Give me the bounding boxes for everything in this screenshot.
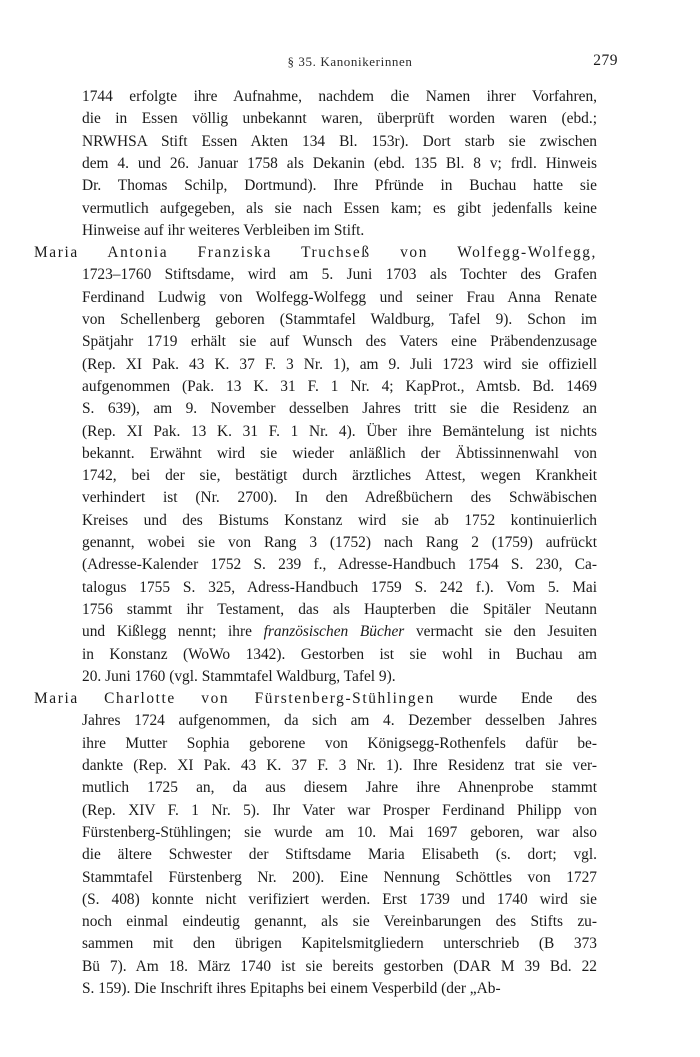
text-segment: S. 159). Die Inschrift ihres Epitaphs bei einem Vesperbild (der „Ab- [82, 980, 501, 997]
text-segment: dankte (Rep. XI Pak. 43 K. 37 F. 3 Nr. 1). Ihre Residenz trat sie ver- [82, 757, 597, 774]
text-segment: Stammtafel Fürstenberg Nr. 200). Eine Nennung Schöttles von 1727 [82, 868, 597, 886]
text-line [82, 264, 597, 286]
page-number: 279 [593, 52, 618, 69]
text-line [82, 287, 597, 309]
text-line [82, 644, 597, 666]
text-segment: die ältere Schwester der Stiftsdame Maria Elisabeth (s. dort; vgl. [82, 846, 597, 864]
text-line [82, 198, 597, 220]
text-segment: vermutlich aufgegeben, als sie nach Essen kam; es gibt jedenfalls keine [82, 199, 597, 217]
text-segment: genannt, wobei sie von Rang 3 (1752) nach Rang 2 (1759) aufrückt [82, 534, 597, 551]
section-title: § 35. Kanonikerinnen [287, 54, 413, 69]
text-line [82, 822, 597, 844]
text-line [82, 867, 597, 889]
text-line [82, 800, 597, 822]
text-segment: Hinweise auf ihr weiteres Verbleiben im Stift. [82, 221, 365, 239]
text-line [82, 153, 597, 175]
text-segment: Kreises und des Bistums Konstanz wird sie ab 1752 kontinuierlich [82, 511, 597, 529]
text-line [82, 309, 597, 331]
text-line [82, 398, 597, 420]
entry-name: Maria Charlotte von Fürstenberg-Stühlingen [34, 690, 435, 708]
text-line [82, 710, 597, 732]
text-segment: 20. Juni 1760 (vgl. Stammtafel Waldburg, Tafel 9). [82, 667, 396, 685]
text-line [82, 465, 597, 487]
text-line [82, 933, 597, 955]
text-segment: von Schellenberg geboren (Stammtafel Waldburg, Tafel 9). Schon im [82, 311, 597, 328]
entry-heading-line [34, 242, 597, 264]
text-segment: Fürstenberg-Stühlingen; sie wurde am 10. Mai 1697 geboren, war also [82, 823, 597, 841]
text-line [82, 956, 597, 978]
text-segment: 1723–1760 Stiftsdame, wird am 5. Juni 1703 als Tochter des Grafen [82, 266, 597, 284]
text-line [82, 666, 597, 688]
text-line [82, 510, 597, 532]
text-segment: noch einmal eindeutig genannt, als sie Vereinbarungen des Stifts zu- [82, 913, 597, 931]
text-line [82, 175, 597, 197]
text-segment: verhindert ist (Nr. 2700). In den Adreßbüchern des Schwäbischen [82, 489, 597, 507]
text-segment: ihre Mutter Sophia geborene von Königsegg-Rothenfels dafür be- [82, 734, 597, 752]
text-line [82, 554, 597, 576]
text-line [82, 487, 597, 509]
text-segment: talogus 1755 S. 325, Adress-Handbuch 1759 S. 242 f.). Vom 5. Mai [82, 578, 597, 596]
text-segment: Spätjahr 1719 erhält sie auf Wunsch des Vaters eine Präbendenzusage [82, 333, 597, 351]
text-segment: 1756 stammt ihr Testament, das als Haupterben die Spitäler Neutann [82, 600, 597, 618]
italic-title: französischen Bücher [263, 623, 405, 641]
text-segment: Dr. Thomas Schilp, Dortmund). Ihre Pfründe in Buchau hatte sie [82, 177, 597, 195]
text-line [82, 354, 597, 376]
text-line [82, 599, 597, 621]
entry-heading-line [34, 688, 597, 710]
entry-heading-text: wurde Ende des [434, 690, 597, 708]
text-segment: aufgenommen (Pak. 13 K. 31 F. 1 Nr. 4; KapProt., Amtsb. Bd. 1469 [82, 377, 597, 395]
text-segment: bekannt. Erwähnt wird sie wieder anläßlich der Äbtissinnenwahl von [82, 444, 597, 462]
text-segment: 1744 erfolgte ihre Aufnahme, nachdem die Namen ihrer Vorfahren, [82, 88, 597, 105]
text-line [82, 978, 597, 1000]
text-segment: (Adresse-Kalender 1752 S. 239 f., Adresse-Handbuch 1754 S. 230, Ca- [82, 556, 597, 574]
text-segment: sammen mit den übrigen Kapitelsmitgliedern unterschrieb (B 373 [82, 935, 597, 953]
text-line [82, 532, 597, 554]
text-segment: (S. 408) konnte nicht verifiziert werden. Erst 1739 und 1740 wird sie [82, 890, 597, 908]
text-segment: (Rep. XI Pak. 43 K. 37 F. 3 Nr. 1), am 9. Juli 1723 wird sie offiziell [82, 355, 597, 373]
text-line [82, 621, 597, 643]
text-line [82, 733, 597, 755]
text-segment: Jahres 1724 aufgenommen, da sich am 4. Dezember desselben Jahres [82, 712, 597, 730]
text-line [82, 131, 597, 153]
text-segment: und Kißlegg nennt; ihre [82, 623, 264, 641]
text-line [82, 443, 597, 465]
text-line [82, 331, 597, 353]
text-segment: S. 639), am 9. November desselben Jahres tritt sie die Residenz an [82, 400, 597, 418]
text-line [82, 844, 597, 866]
text-segment: die in Essen völlig unbekannt waren, überprüft worden waren (ebd.; [82, 110, 597, 128]
text-line [82, 889, 597, 911]
text-segment: in Konstanz (WoWo 1342). Gestorben ist sie wohl in Buchau am [82, 645, 597, 663]
text-segment: 1742, bei der sie, bestätigt durch ärztliches Attest, wegen Krankheit [82, 467, 597, 485]
text-line [82, 755, 597, 777]
text-line [82, 376, 597, 398]
text-segment: Ferdinand Ludwig von Wolfegg-Wolfegg und seiner Frau Anna Renate [82, 288, 597, 306]
text-line [82, 911, 597, 933]
entry-name: Maria Antonia Franziska Truchseß von Wolfegg-Wolfegg, [34, 244, 597, 262]
text-segment: (Rep. XI Pak. 13 K. 31 F. 1 Nr. 4). Über ihre Bemäntelung ist nichts [82, 422, 597, 440]
text-segment: mutlich 1725 an, da aus diesem Jahre ihre Ahnenprobe stammt [82, 779, 597, 797]
text-segment: NRWHSA Stift Essen Akten 134 Bl. 153r). Dort starb sie zwischen [82, 132, 597, 150]
text-segment: vermacht sie den Jesuiten [404, 623, 597, 641]
text-line [82, 220, 597, 242]
text-segment: dem 4. und 26. Januar 1758 als Dekanin (ebd. 135 Bl. 8 v; frdl. Hinweis [82, 154, 597, 172]
running-head [0, 52, 700, 74]
text-line [82, 86, 597, 108]
text-line [82, 577, 597, 599]
text-line [82, 777, 597, 799]
text-segment: Bü 7). Am 18. März 1740 ist sie bereits gestorben (DAR M 39 Bd. 22 [82, 957, 597, 975]
text-segment: (Rep. XIV F. 1 Nr. 5). Ihr Vater war Prosper Ferdinand Philipp von [82, 801, 597, 819]
text-line [82, 421, 597, 443]
text-line [82, 108, 597, 130]
